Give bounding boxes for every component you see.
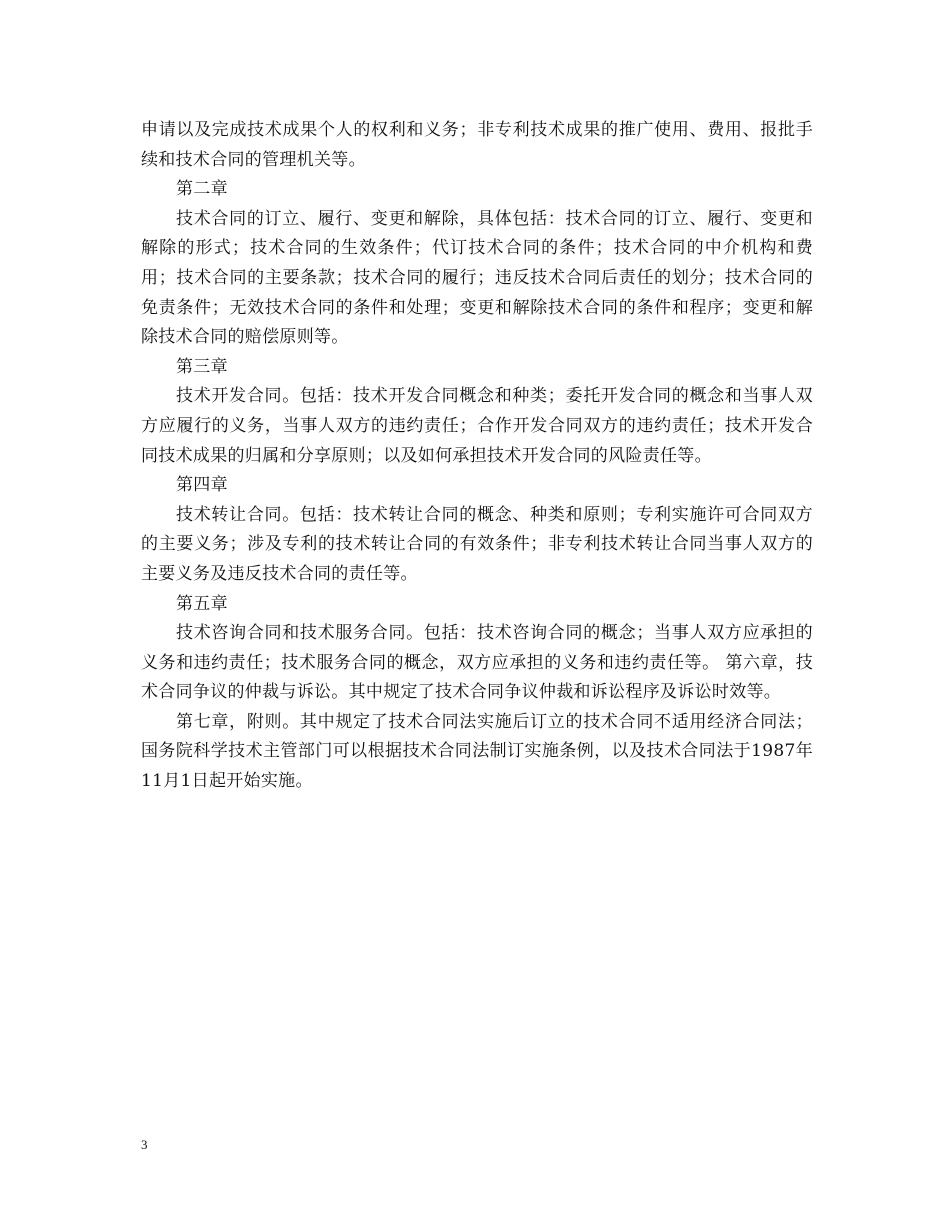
- chapter-heading-5: 第五章: [176, 593, 228, 614]
- page-number: 3: [141, 1137, 148, 1152]
- chapter-heading-2: 第二章: [176, 179, 228, 200]
- chapter-heading-4: 第四章: [176, 475, 228, 496]
- paragraph-chapter-3: 技术开发合同。包括：技术开发合同概念和种类；委托开发合同的概念和当事人双方应履行的义务，当事人双方的违约责任；合作开发合同双方的违约责任；技术开发合同技术成果的归属和分享原则；以及如何承担技术开发合同的风险责任等。: [141, 386, 813, 466]
- paragraph-chapter-2: 技术合同的订立、履行、变更和解除，具体包括：技术合同的订立、履行、变更和解除的形式；技术合同的生效条件；代订技术合同的条件；技术合同的中介机构和费用；技术合同的主要条款；技术合同的履行；违反技术合同后责任的划分；技术合同的免责条件；无效技术合同的条件和处理；变更和解除技术合同的条件和程序；变更和解除技术合同的赔偿原则等。: [141, 208, 813, 348]
- document-body: [141, 116, 813, 797]
- paragraph-chapter-7: 第七章，附则。其中规定了技术合同法实施后订立的技术合同不适用经济合同法；国务院科学技术主管部门可以根据技术合同法制订实施条例，以及技术合同法于1987年11月1日起开始实施。: [141, 711, 813, 792]
- paragraph-chapter-5-6: 技术咨询合同和技术服务合同。包括：技术咨询合同的概念；当事人双方应承担的义务和违约责任；技术服务合同的概念，双方应承担的义务和违约责任等。 第六章，技术合同争议的仲裁与诉讼。其中规定了技术合同争议仲裁和诉讼程序及诉讼时效等。: [141, 623, 813, 703]
- paragraph-continuation: 申请以及完成技术成果个人的权利和义务；非专利技术成果的推广使用、费用、报批手续和技术合同的管理机关等。: [141, 120, 813, 170]
- chapter-heading-3: 第三章: [176, 356, 228, 377]
- paragraph-chapter-4: 技术转让合同。包括：技术转让合同的概念、种类和原则；专利实施许可合同双方的主要义务；涉及专利的技术转让合同的有效条件；非专利技术转让合同当事人双方的主要义务及违反技术合同的责任等。: [141, 504, 813, 584]
